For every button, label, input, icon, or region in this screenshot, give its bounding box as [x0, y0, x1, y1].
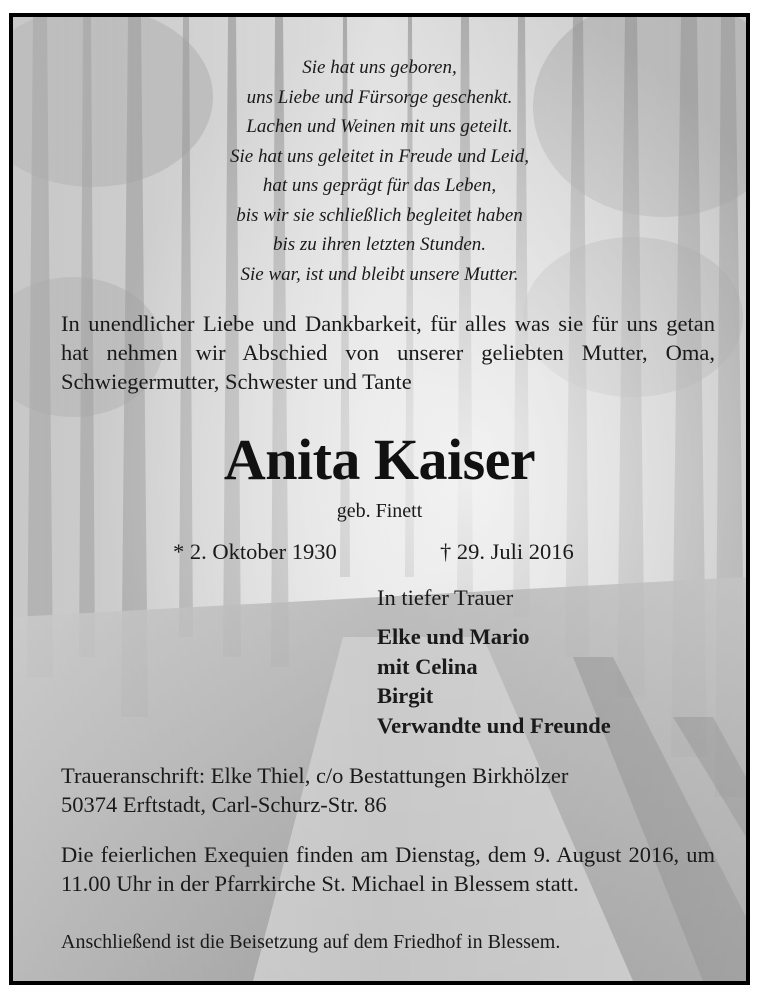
poem-line: Sie war, ist und bleibt unsere Mutter.: [240, 263, 519, 285]
address-line: 50374 Erftstadt, Carl-Schurz-Str. 86: [61, 792, 387, 817]
poem-line: Sie hat uns geleitet in Freude und Leid,: [229, 145, 530, 167]
poem-line: hat uns geprägt für das Leben,: [262, 175, 497, 196]
death-date: † 29. Juli 2016: [440, 539, 574, 564]
poem-line: bis zu ihren letzten Stunden.: [272, 234, 487, 255]
family-member: Verwandte und Freunde: [377, 712, 611, 738]
obituary-content: [13, 17, 746, 981]
family-member: mit Celina: [377, 653, 478, 679]
address-line: Traueranschrift: Elke Thiel, c/o Bestattungen Birkhölzer: [61, 763, 569, 788]
burial-note: Anschließend ist die Beisetzung auf dem Friedhof in Blessem.: [61, 931, 561, 953]
poem-line: Sie hat uns geboren,: [302, 57, 457, 78]
poem-line: uns Liebe und Fürsorge geschenkt.: [246, 86, 513, 108]
deceased-name: Anita Kaiser: [223, 427, 536, 492]
birth-name: geb. Finett: [336, 500, 423, 522]
mourning-address: [61, 761, 568, 819]
poem-line: Lachen und Weinen mit uns geteilt.: [246, 116, 513, 137]
poem: [13, 53, 746, 289]
family-member: Elke und Mario: [377, 624, 530, 649]
family-member: Birgit: [377, 683, 434, 708]
intro-paragraph: In unendlicher Liebe und Dankbarkeit, für alles was sie für uns getan hat nehmen wir Abschied von unserer geliebten Mutter, Oma, Schwiegermutter, Schwester und Tante: [61, 311, 715, 394]
birth-date: * 2. Oktober 1930: [173, 539, 337, 564]
obituary-frame: [9, 13, 750, 985]
service-paragraph: Die feierlichen Exequien finden am Dienstag, dem 9. August 2016, um 11.00 Uhr in der Pfarrkirche St. Michael in Blessem statt.: [61, 842, 715, 896]
mourning-heading: In tiefer Trauer: [377, 585, 514, 610]
poem-line: bis wir sie schließlich begleitet haben: [236, 204, 523, 226]
family-list: [377, 622, 611, 740]
